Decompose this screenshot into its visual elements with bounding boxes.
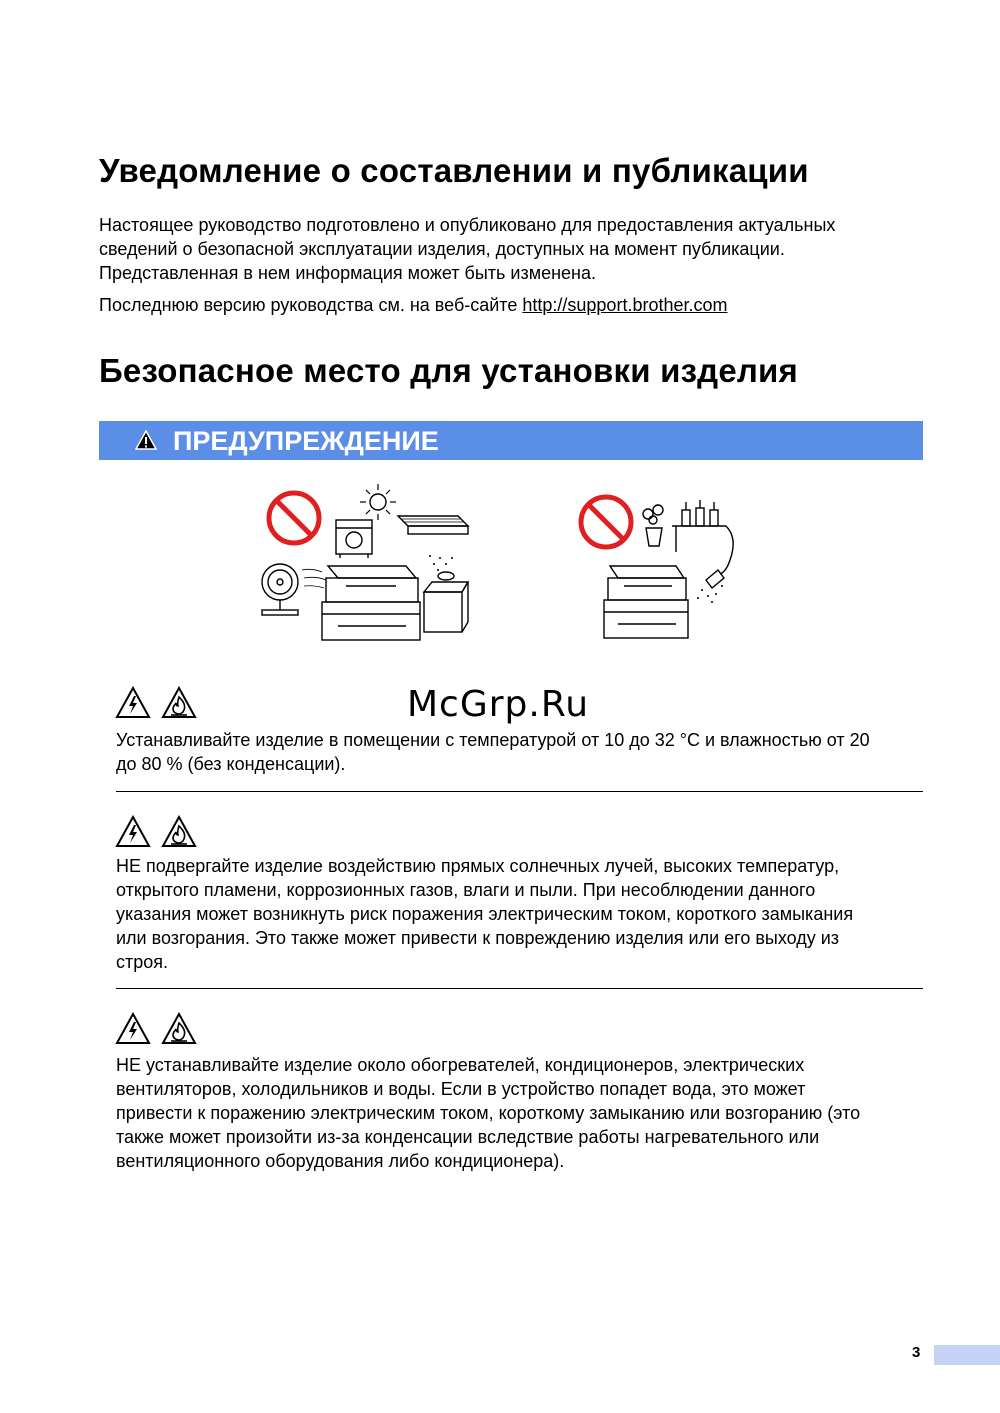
watermark: McGrp.Ru xyxy=(407,684,590,725)
item-line: НЕ устанавливайте изделие около обогревателей, кондиционеров, электрических xyxy=(116,1055,805,1075)
paragraph-line: Представленная в нем информация может быть изменена. xyxy=(99,263,596,283)
illustration-water-sources xyxy=(576,482,751,647)
item-line: НЕ подвергайте изделие воздействию прямых солнечных лучей, высоких температур, xyxy=(116,856,840,876)
support-link[interactable]: http://support.brother.com xyxy=(522,295,728,315)
page-number: 3 xyxy=(912,1344,921,1361)
item-text xyxy=(116,854,926,974)
section-title-publication-notice: Уведомление о составлении и публикации xyxy=(99,152,809,189)
fire-warning-icon xyxy=(161,686,197,719)
item-line: открытого пламени, коррозионных газов, влаги и пыли. При несоблюдении данного xyxy=(116,880,816,900)
item-text xyxy=(116,1053,926,1173)
divider xyxy=(116,791,923,792)
item-text xyxy=(116,728,926,776)
warning-banner xyxy=(99,421,923,460)
paragraph-line: Настоящее руководство подготовлено и опубликовано для предоставления актуальных xyxy=(99,215,836,235)
latest-version-paragraph xyxy=(99,293,929,317)
item-line: вентиляционного оборудования либо кондиционера). xyxy=(116,1151,565,1171)
publication-notice-paragraph xyxy=(99,213,929,285)
item-line: вентиляторов, холодильников и воды. Если в устройство попадет вода, это может xyxy=(116,1079,806,1099)
paragraph-line: сведений о безопасной эксплуатации изделия, доступных на момент публикации. xyxy=(99,239,785,259)
electric-shock-warning-icon xyxy=(115,686,151,719)
warning-label: ПРЕДУПРЕЖДЕНИЕ xyxy=(173,426,439,456)
item-line: строя. xyxy=(116,952,169,972)
fire-warning-icon xyxy=(161,1012,197,1045)
item-line: также может произойти из-за конденсации вследствие работы нагревательного или xyxy=(116,1127,820,1147)
item-line: Устанавливайте изделие в помещении с температурой от 10 до 32 °C и влажностью от 20 xyxy=(116,730,870,750)
item-line: указания может возникнуть риск поражения электрическим током, короткого замыкания xyxy=(116,904,854,924)
item-icons xyxy=(115,815,203,853)
section-title-safe-location: Безопасное место для установки изделия xyxy=(99,352,798,389)
item-line: или возгорания. Это также может привести к повреждению изделия или его выходу из xyxy=(116,928,840,948)
divider xyxy=(116,988,923,989)
item-icons xyxy=(115,686,203,724)
latest-version-text: Последнюю версию руководства см. на веб-сайте xyxy=(99,295,523,315)
electric-shock-warning-icon xyxy=(115,1012,151,1045)
warning-triangle-icon xyxy=(135,430,157,450)
illustration-heat-sources xyxy=(246,482,476,647)
item-line: привести к поражению электрическим током, короткому замыканию или возгоранию (это xyxy=(116,1103,861,1123)
item-line: до 80 % (без конденсации). xyxy=(116,754,346,774)
fire-warning-icon xyxy=(161,815,197,848)
page-tab xyxy=(934,1345,1000,1365)
item-icons xyxy=(115,1012,203,1050)
electric-shock-warning-icon xyxy=(115,815,151,848)
